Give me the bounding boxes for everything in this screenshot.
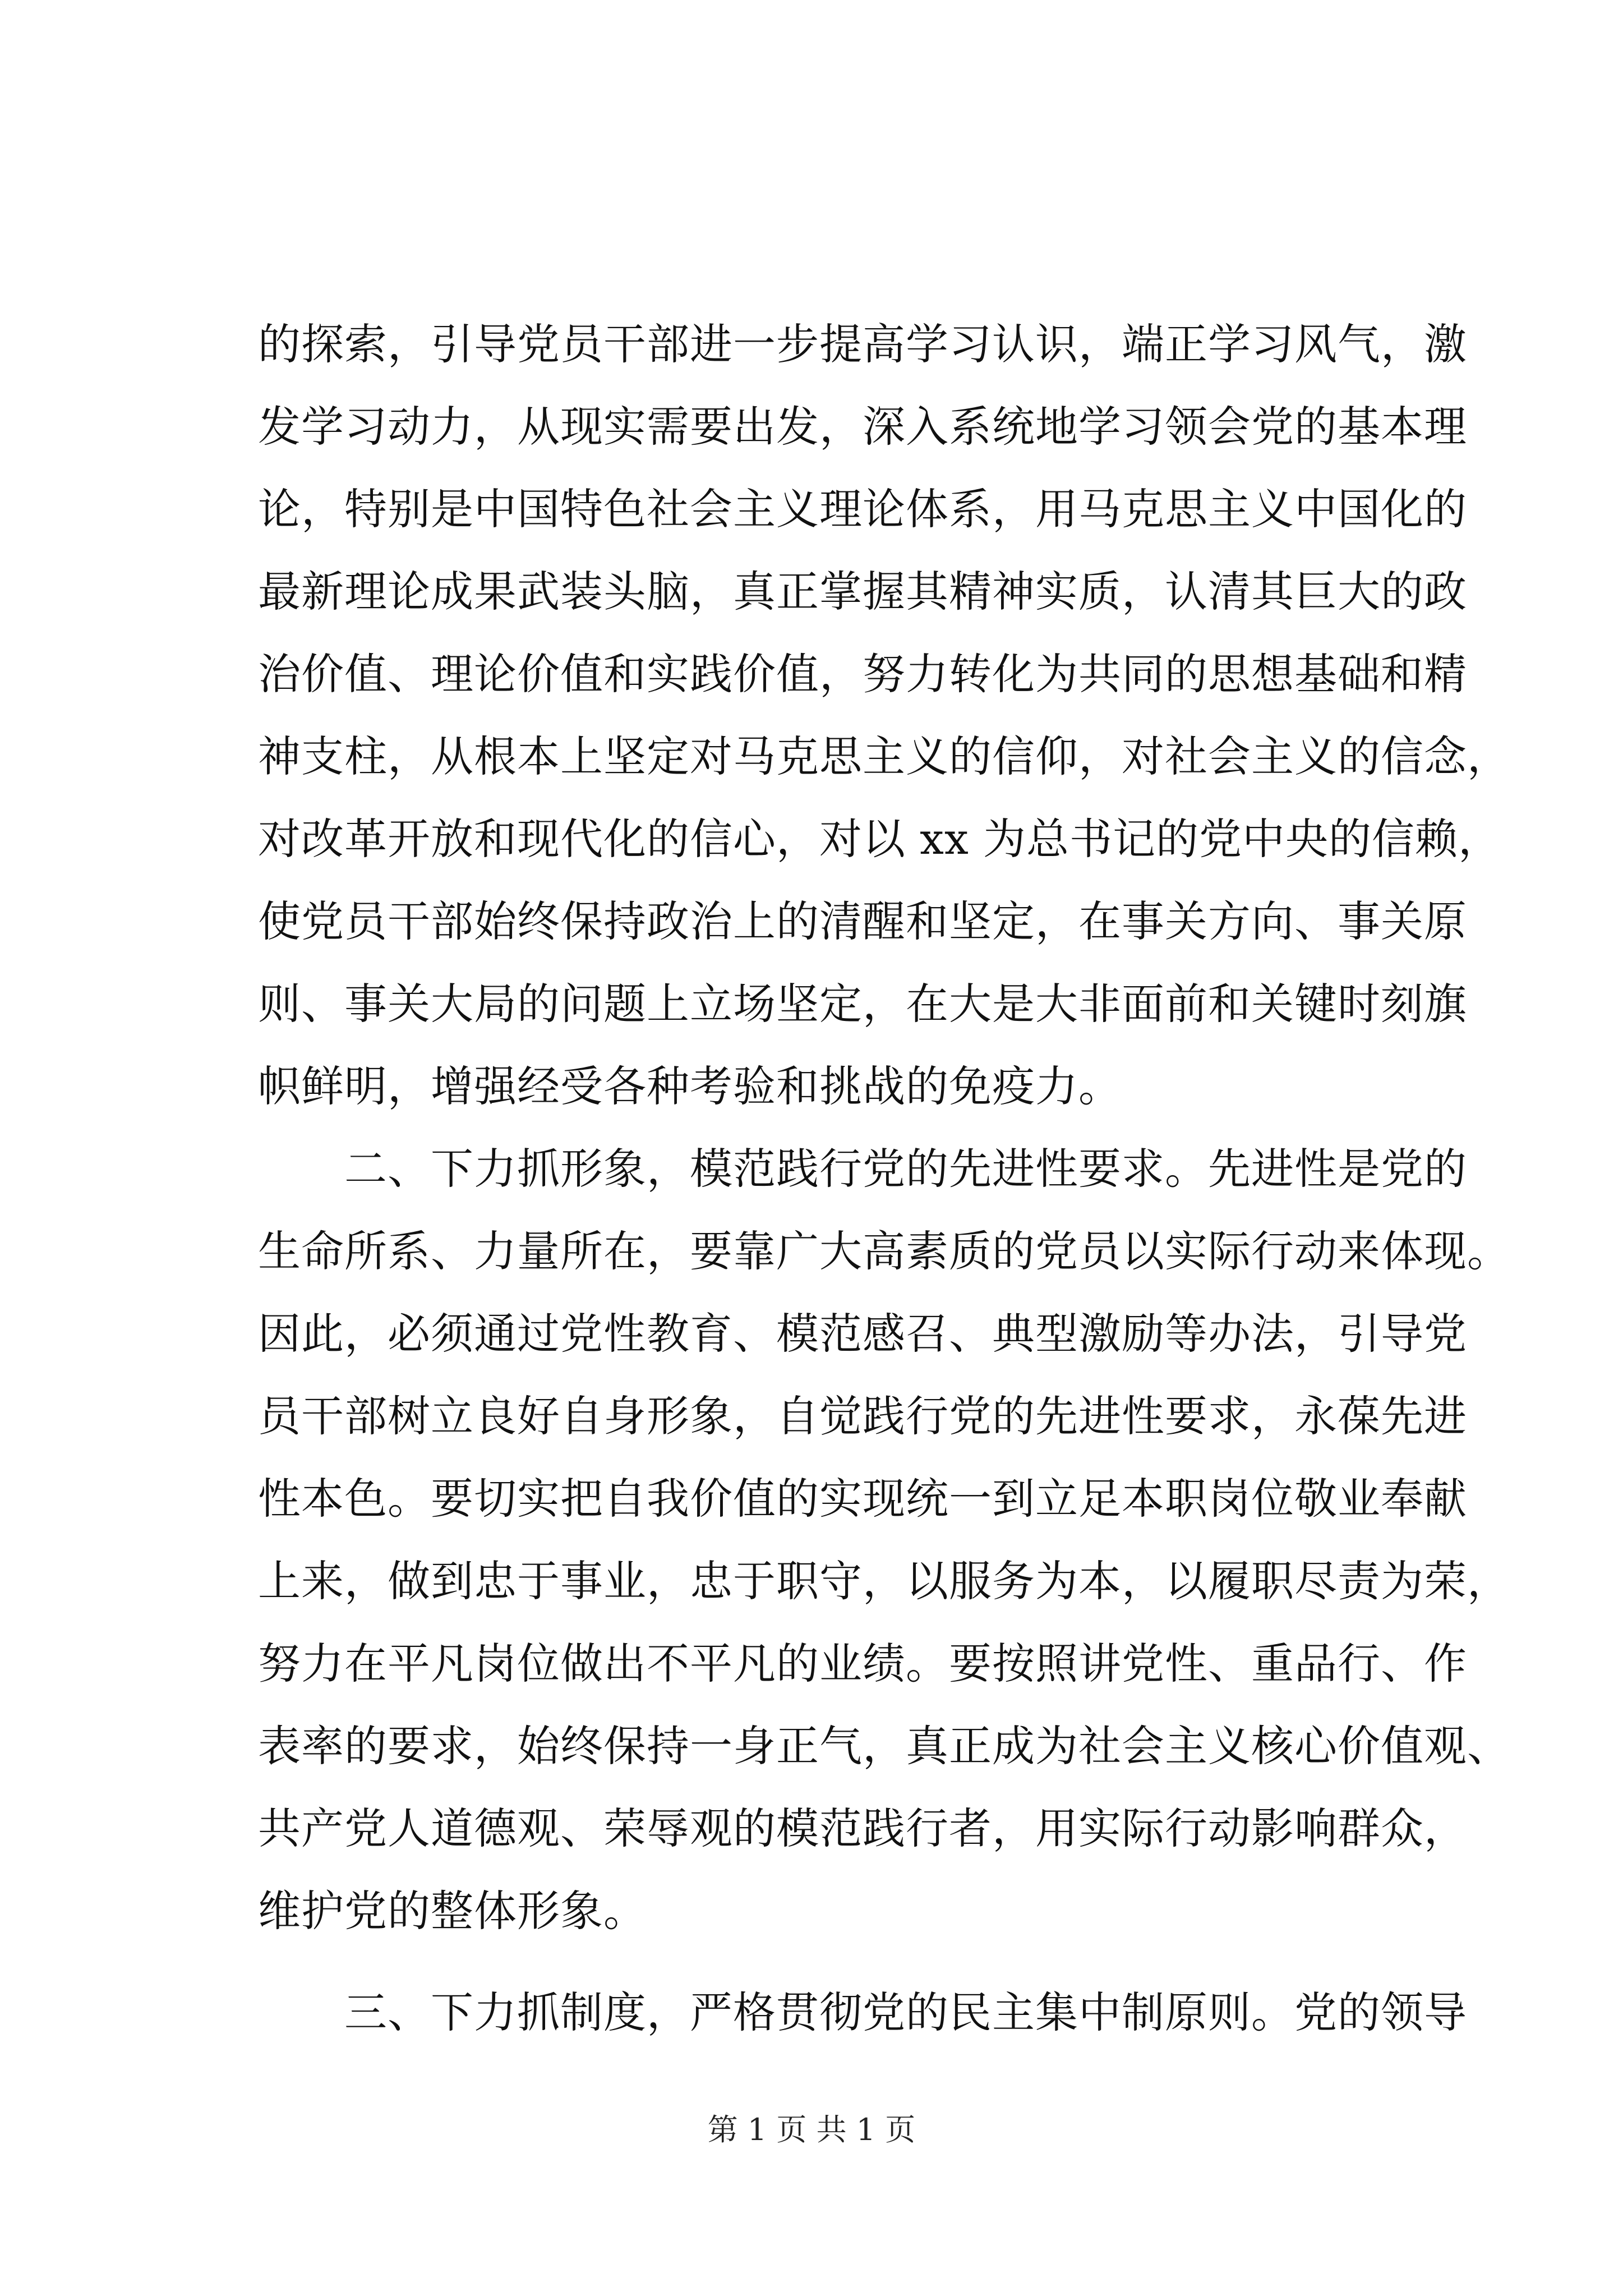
paragraph-gap <box>258 1952 1413 1971</box>
text-line: 维护党的整体形象。 <box>258 1886 647 1936</box>
text-line: 论，特别是中国特色社会主义理论体系，用马克思主义中国化的 <box>258 484 1467 534</box>
paragraph-start-line: 二、下力抓形象，模范践行党的先进性要求。先进性是党的 <box>258 1144 1467 1194</box>
text-line: 努力在平凡岗位做出不平凡的业绩。要按照讲党性、重品行、作 <box>258 1639 1467 1688</box>
text-line: 因此，必须通过党性教育、模范感召、典型激励等办法，引导党 <box>258 1309 1467 1359</box>
text-line: 生命所系、力量所在，要靠广大高素质的党员以实际行动来体现。 <box>258 1226 1510 1276</box>
text-line: 使党员干部始终保持政治上的清醒和坚定，在事关方向、事关原 <box>258 896 1467 946</box>
text-line: 上来，做到忠于事业，忠于职守，以服务为本，以履职尽责为荣， <box>258 1556 1510 1606</box>
text-line: 最新理论成果武装头脑，真正掌握其精神实质，认清其巨大的政 <box>258 567 1467 616</box>
text-line: 的探索，引导党员干部进一步提高学习认识，端正学习风气，激 <box>258 319 1467 369</box>
document-body <box>258 303 1510 2054</box>
text-line: 表率的要求，始终保持一身正气，真正成为社会主义核心价值观、 <box>258 1721 1510 1771</box>
text-line: 共产党人道德观、荣辱观的模范践行者，用实际行动影响群众， <box>258 1803 1467 1853</box>
text-line: 性本色。要切实把自我价值的实现统一到立足本职岗位敬业奉献 <box>258 1474 1467 1524</box>
paragraph-start-line: 三、下力抓制度，严格贯彻党的民主集中制原则。党的领导 <box>258 1987 1467 2037</box>
text-line: 治价值、理论价值和实践价值，努力转化为共同的思想基础和精 <box>258 649 1467 699</box>
text-line: 对改革开放和现代化的信心，对以 xx 为总书记的党中央的信赖， <box>258 814 1502 864</box>
text-line: 神支柱，从根本上坚定对马克思主义的信仰，对社会主义的信念， <box>258 731 1510 781</box>
text-line: 员干部树立良好自身形象，自觉践行党的先进性要求，永葆先进 <box>258 1391 1467 1441</box>
text-line: 发学习动力，从现实需要出发，深入系统地学习领会党的基本理 <box>258 402 1467 452</box>
text-line: 则、事关大局的问题上立场坚定，在大是大非面前和关键时刻旗 <box>258 979 1467 1029</box>
text-line: 帜鲜明，增强经受各种考验和挑战的免疫力。 <box>258 1061 1122 1111</box>
page-number-footer: 第 1 页 共 1 页 <box>707 2112 916 2147</box>
